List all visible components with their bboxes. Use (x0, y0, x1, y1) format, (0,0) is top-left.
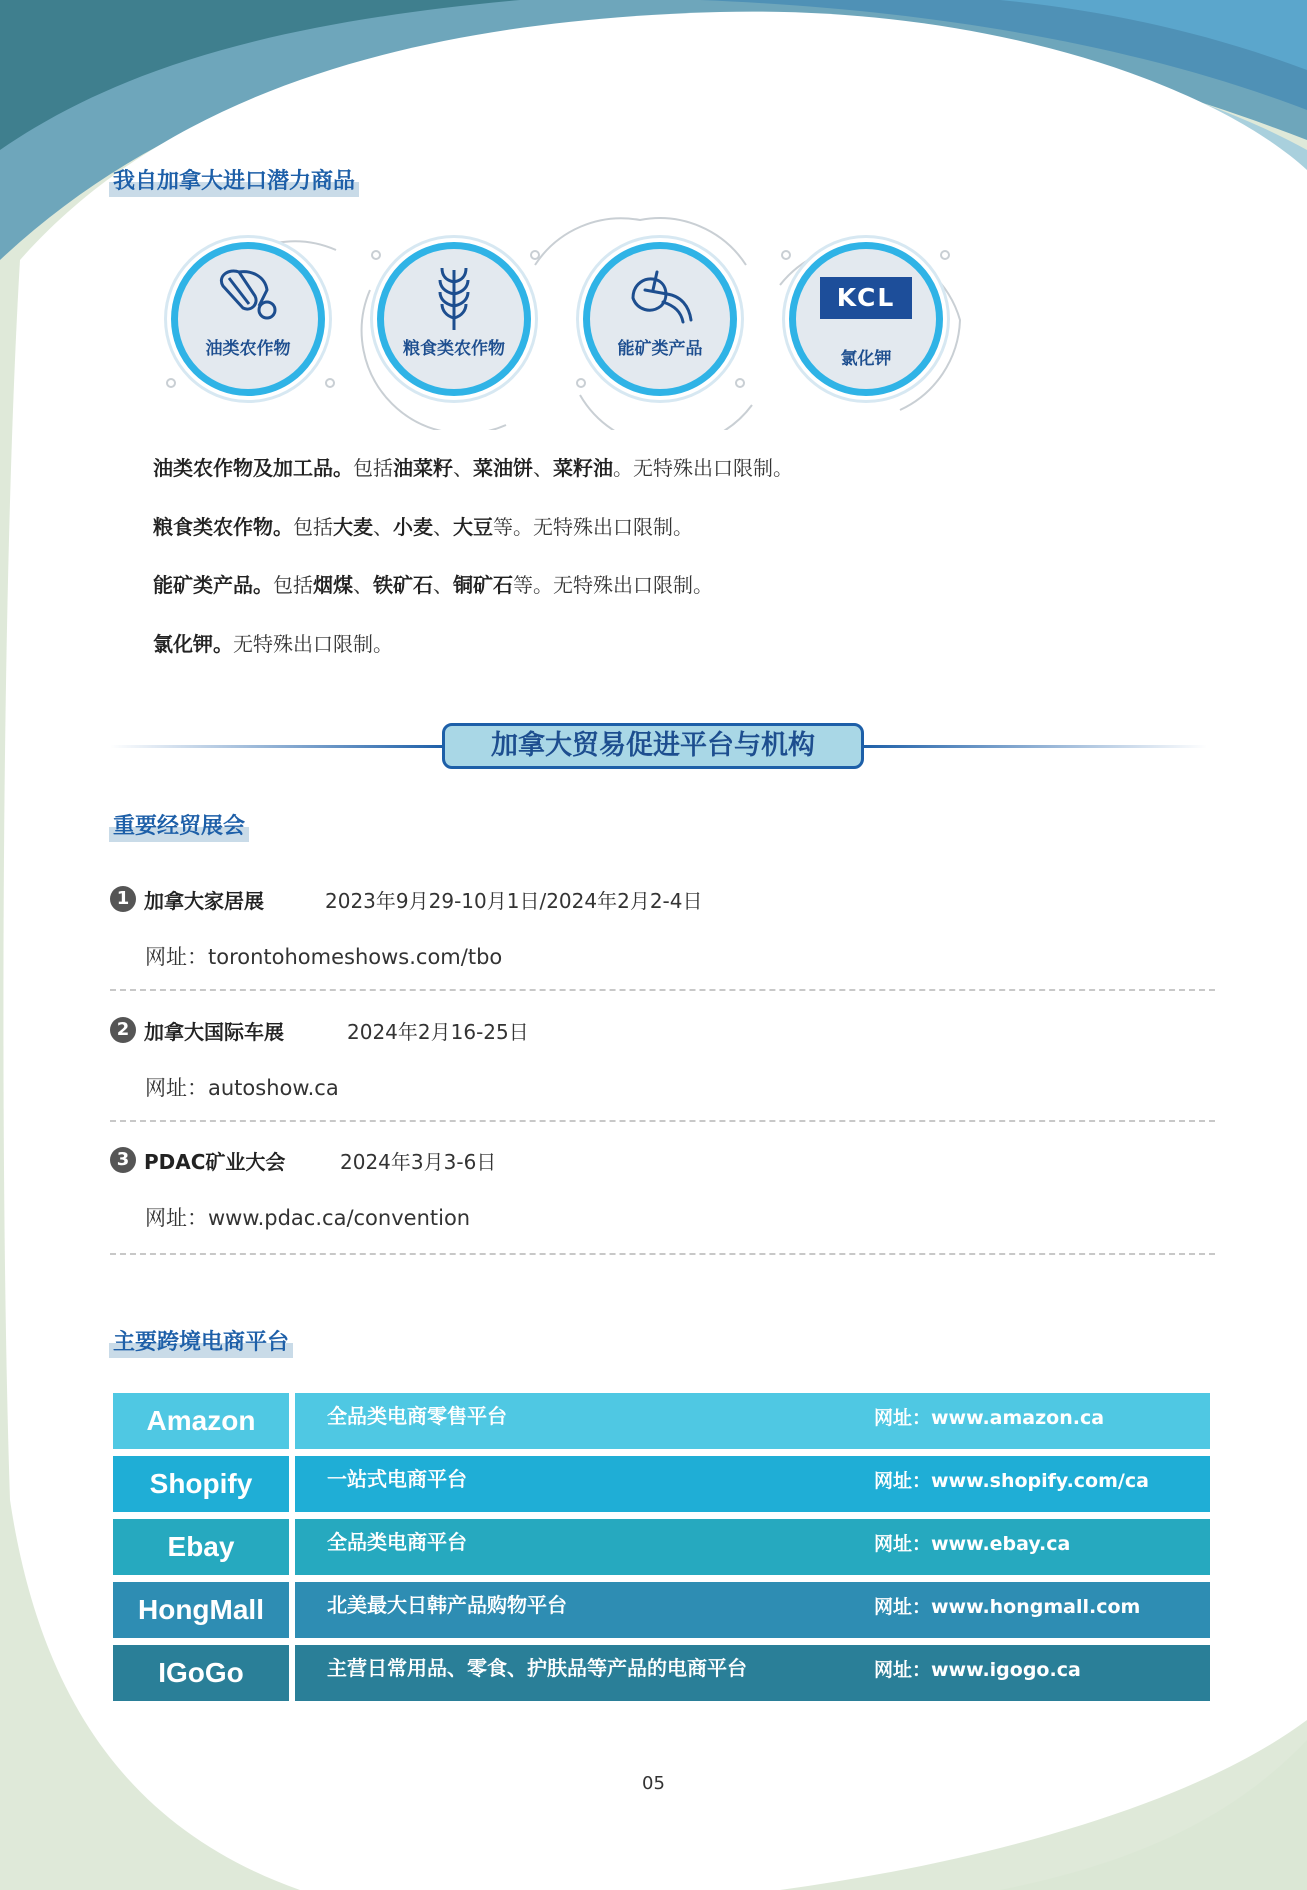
platform-desc: 全品类电商平台 (295, 1519, 847, 1575)
desc-text: 包括 (353, 456, 393, 480)
fair-date: 2024年2月16-25日 (347, 1020, 529, 1044)
number-badge: 2 (110, 1017, 136, 1043)
divider (110, 989, 1215, 991)
platform-desc: 北美最大日韩产品购物平台 (295, 1582, 847, 1638)
desc-text: 、 (433, 515, 453, 539)
platform-url[interactable]: 网址：www.shopify.com/ca (840, 1456, 1210, 1512)
circle-label: 粮食类农作物 (403, 339, 505, 359)
wheat-icon (434, 262, 474, 332)
platform-url[interactable]: 网址：www.igogo.ca (840, 1645, 1210, 1701)
desc-bold-text: 菜籽油 (553, 456, 613, 480)
circle-label: 能矿类产品 (617, 339, 703, 359)
desc-bold-text: 铁矿石 (373, 573, 433, 597)
platform-name: Amazon (113, 1393, 289, 1449)
desc-line-1 (153, 452, 793, 481)
fair-name: 加拿大国际车展 (144, 1020, 284, 1044)
desc-text: 。无特殊出口限制。 (613, 456, 793, 480)
desc-bold-text: 能矿类产品。 (153, 573, 273, 597)
desc-bold-text: 铜矿石 (453, 573, 513, 597)
circle-label: 油类农作物 (205, 339, 291, 359)
circle-ring (789, 242, 943, 396)
section-banner: 加拿大贸易促进平台与机构 (442, 723, 864, 769)
platform-desc: 主营日常用品、零食、护肤品等产品的电商平台 (295, 1645, 847, 1701)
product-circle-grain (359, 224, 549, 414)
oilseed-icon (215, 266, 281, 326)
desc-bold-text: 大麦 (333, 515, 373, 539)
divider (110, 1253, 1215, 1255)
product-circle-mineral (565, 224, 755, 414)
desc-bold-text: 氯化钾。 (153, 632, 233, 656)
fair-date: 2023年9月29-10月1日/2024年2月2-4日 (325, 889, 703, 913)
platform-url[interactable]: 网址：www.ebay.ca (840, 1519, 1210, 1575)
product-circle-kcl (771, 224, 961, 414)
fair-url[interactable]: 网址：www.pdac.ca/convention (145, 1206, 471, 1230)
desc-line-2 (153, 511, 693, 540)
kcl-icon: KCL (820, 277, 912, 319)
desc-bold-text: 油类农作物及加工品。 (153, 456, 353, 480)
desc-text: 、 (453, 456, 473, 480)
desc-text: 等。无特殊出口限制。 (513, 573, 713, 597)
desc-bold-text: 小麦 (393, 515, 433, 539)
circle-label: 氯化钾 (840, 349, 892, 369)
platform-desc: 全品类电商零售平台 (295, 1393, 847, 1449)
desc-text: 包括 (293, 515, 333, 539)
platform-name: HongMall (113, 1582, 289, 1638)
platform-row (113, 1519, 1210, 1575)
platform-url[interactable]: 网址：www.amazon.ca (840, 1393, 1210, 1449)
desc-bold-text: 大豆 (453, 515, 493, 539)
desc-bold-text: 油菜籽 (393, 456, 453, 480)
platform-desc: 一站式电商平台 (295, 1456, 847, 1512)
desc-text: 、 (433, 573, 453, 597)
page-number: 05 (642, 1773, 665, 1794)
section-title-fairs: 重要经贸展会 (109, 809, 249, 842)
desc-text: 、 (533, 456, 553, 480)
product-circle-oilseed (153, 224, 343, 414)
number-badge: 3 (110, 1147, 136, 1173)
platform-url[interactable]: 网址：www.hongmall.com (840, 1582, 1210, 1638)
desc-text: 包括 (273, 573, 313, 597)
fair-date: 2024年3月3-6日 (340, 1150, 497, 1174)
desc-text: 、 (373, 515, 393, 539)
platform-row (113, 1645, 1210, 1701)
fair-name: PDAC矿业大会 (144, 1150, 286, 1174)
desc-text: 、 (353, 573, 373, 597)
desc-line-4 (153, 628, 393, 657)
divider (110, 1120, 1215, 1122)
platform-row (113, 1456, 1210, 1512)
number-badge: 1 (110, 886, 136, 912)
desc-text: 无特殊出口限制。 (233, 632, 393, 656)
platform-name: Ebay (113, 1519, 289, 1575)
platform-name: IGoGo (113, 1645, 289, 1701)
fair-name: 加拿大家居展 (144, 889, 264, 913)
fair-url[interactable]: 网址：torontohomeshows.com/tbo (145, 945, 503, 969)
section-title-platforms: 主要跨境电商平台 (109, 1325, 293, 1358)
platform-name: Shopify (113, 1456, 289, 1512)
desc-line-3 (153, 569, 713, 598)
banner-line-right (862, 745, 1207, 748)
banner-line-left (110, 745, 444, 748)
desc-text: 等。无特殊出口限制。 (493, 515, 693, 539)
platform-row (113, 1393, 1210, 1449)
section-title-import: 我自加拿大进口潜力商品 (109, 164, 359, 197)
platform-row (113, 1582, 1210, 1638)
mineral-icon (627, 268, 697, 324)
desc-bold-text: 菜油饼 (473, 456, 533, 480)
desc-bold-text: 烟煤 (313, 573, 353, 597)
desc-bold-text: 粮食类农作物。 (153, 515, 293, 539)
fair-url[interactable]: 网址：autoshow.ca (145, 1076, 339, 1100)
